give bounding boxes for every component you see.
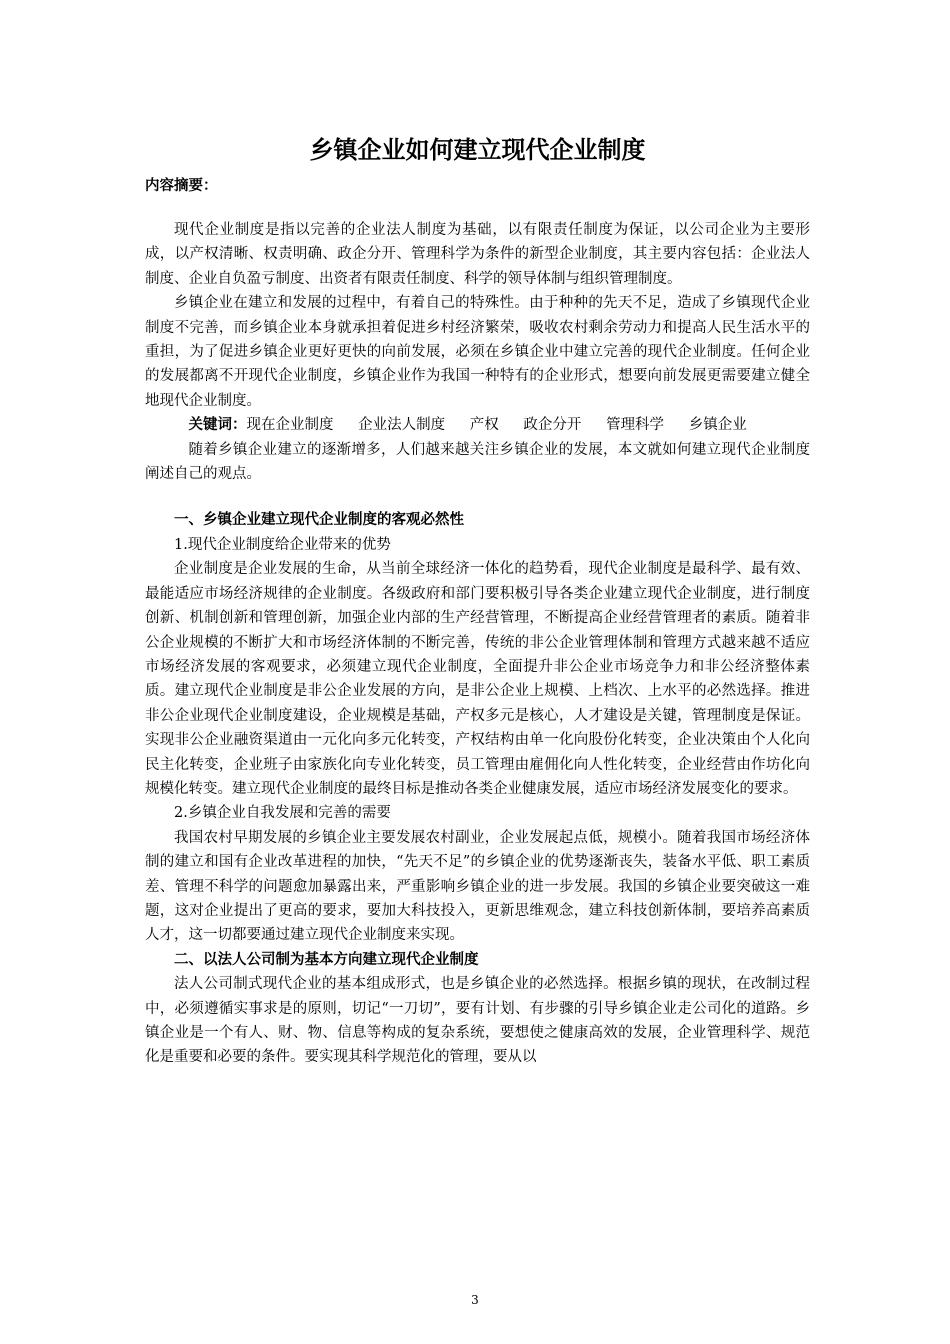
keywords-line xyxy=(145,413,810,437)
abstract-paragraph-1: 现代企业制度是指以完善的企业法人制度为基础，以有限责任制度为保证，以公司企业为主要形成，以产权清晰、权责明确、政企分开、管理科学为条件的新型企业制度，其主要内容包括：企业法人制度、企业自负盈亏制度、出资者有限责任制度、科学的领导体制与组织管理制度。 xyxy=(145,222,810,287)
page-number: 3 xyxy=(471,1293,479,1307)
section-1-1-paragraph: 企业制度是企业发展的生命，从当前全球经济一体化的趋势看，现代企业制度是最科学、最有效、最能适应市场经济规律的企业制度。各级政府和部门要积极引导各类企业建立现代企业制度，进行制度创新、机制创新和管理创新，加强企业内部的生产经营管理，不断提高企业经营管理者的素质。随着非公企业规模的不断扩大和市场经济体制的不断完善，传统的非公企业管理体制和管理方式越来越不适应市场经济发展的客观要求，必须建立现代企业制度，全面提升非公企业市场竞争力和非公经济整体素质。建立现代企业制度是非公企业发展的方向，是非公企业上规模、上档次、上水平的必然选择。推进非公企业现代企业制度建设，企业规模是基础，产权多元是核心，人才建设是关键，管理制度是保证。实现非公企业融资渠道由一元化向多元化转变，产权结构由单一化向股份化转变，企业决策由个人化向民主化转变，企业班子由家族化向专业化转变，员工管理由雇佣化向人性化转变，企业经营由作坊化向规模化转变。建立现代企业制度的最终目标是推动各类企业健康发展，适应市场经济发展变化的要求。 xyxy=(145,561,810,797)
abstract-label: 内容摘要： xyxy=(145,177,218,194)
keyword-item: 乡镇企业 xyxy=(688,417,747,434)
spacer xyxy=(145,486,810,508)
keywords-label: 关键词： xyxy=(188,416,247,434)
section-1-2-paragraph: 我国农村早期发展的乡镇企业主要发展农村副业，企业发展起点低，规模小。随着我国市场经济体制的建立和国有企业改革进程的加快，“先天不足”的乡镇企业的优势逐渐丧失，装备水平低、职工素质差、管理不科学的问题愈加暴露出来，严重影响乡镇企业的进一步发展。我国的乡镇企业要突破这一难题，这对企业提出了更高的要求，要加大科技投入，更新思维观念，建立科技创新体制，要培养高素质人才，这一切都要通过建立现代企业制度来实现。 xyxy=(145,829,810,944)
keyword-item: 现在企业制度 xyxy=(246,417,334,434)
section-2-heading: 二、以法人公司制为基本方向建立现代企业制度 xyxy=(174,950,479,968)
section-1-2-heading: 2.乡镇企业自我发展和完善的需要 xyxy=(174,805,391,822)
keyword-item: 政企分开 xyxy=(523,417,582,434)
document-title: 乡镇企业如何建立现代企业制度 xyxy=(309,136,646,164)
section-1-1-heading: 1.现代企业制度给企业带来的优势 xyxy=(174,536,391,553)
section-1-heading: 一、乡镇企业建立现代企业制度的客观必然性 xyxy=(174,511,464,529)
intro-paragraph: 随着乡镇企业建立的逐渐增多，人们越来越关注乡镇企业的发展，本文就如何建立现代企业制度阐述自己的观点。 xyxy=(145,441,810,483)
document-body xyxy=(145,128,810,1070)
keyword-item: 企业法人制度 xyxy=(358,417,446,434)
keyword-item: 产权 xyxy=(469,417,499,434)
section-2-paragraph: 法人公司制式现代企业的基本组成形式，也是乡镇企业的必然选择。根据乡镇的现状，在改制过程中，必须遵循实事求是的原则，切记“一刀切”，要有计划、有步骤的引导乡镇企业走公司化的道路。乡镇企业是一个有人、财、物、信息等构成的复杂系统，要想使之健康高效的发展，企业管理科学、规范化是重要和必要的条件。要实现其科学规范化的管理，要从以 xyxy=(145,976,810,1066)
abstract-paragraph-2: 乡镇企业在建立和发展的过程中，有着自己的特殊性。由于种种的先天不足，造成了乡镇现代企业制度不完善，而乡镇企业本身就承担着促进乡村经济繁荣，吸收农村剩余劳动力和提高人民生活水平的重担，为了促进乡镇企业更好更快的向前发展，必须在乡镇企业中建立完善的现代企业制度。任何企业的发展都离不开现代企业制度，乡镇企业作为我国一种特有的企业形式，想要向前发展更需要建立健全地现代企业制度。 xyxy=(145,295,810,409)
keyword-item: 管理科学 xyxy=(606,417,665,434)
